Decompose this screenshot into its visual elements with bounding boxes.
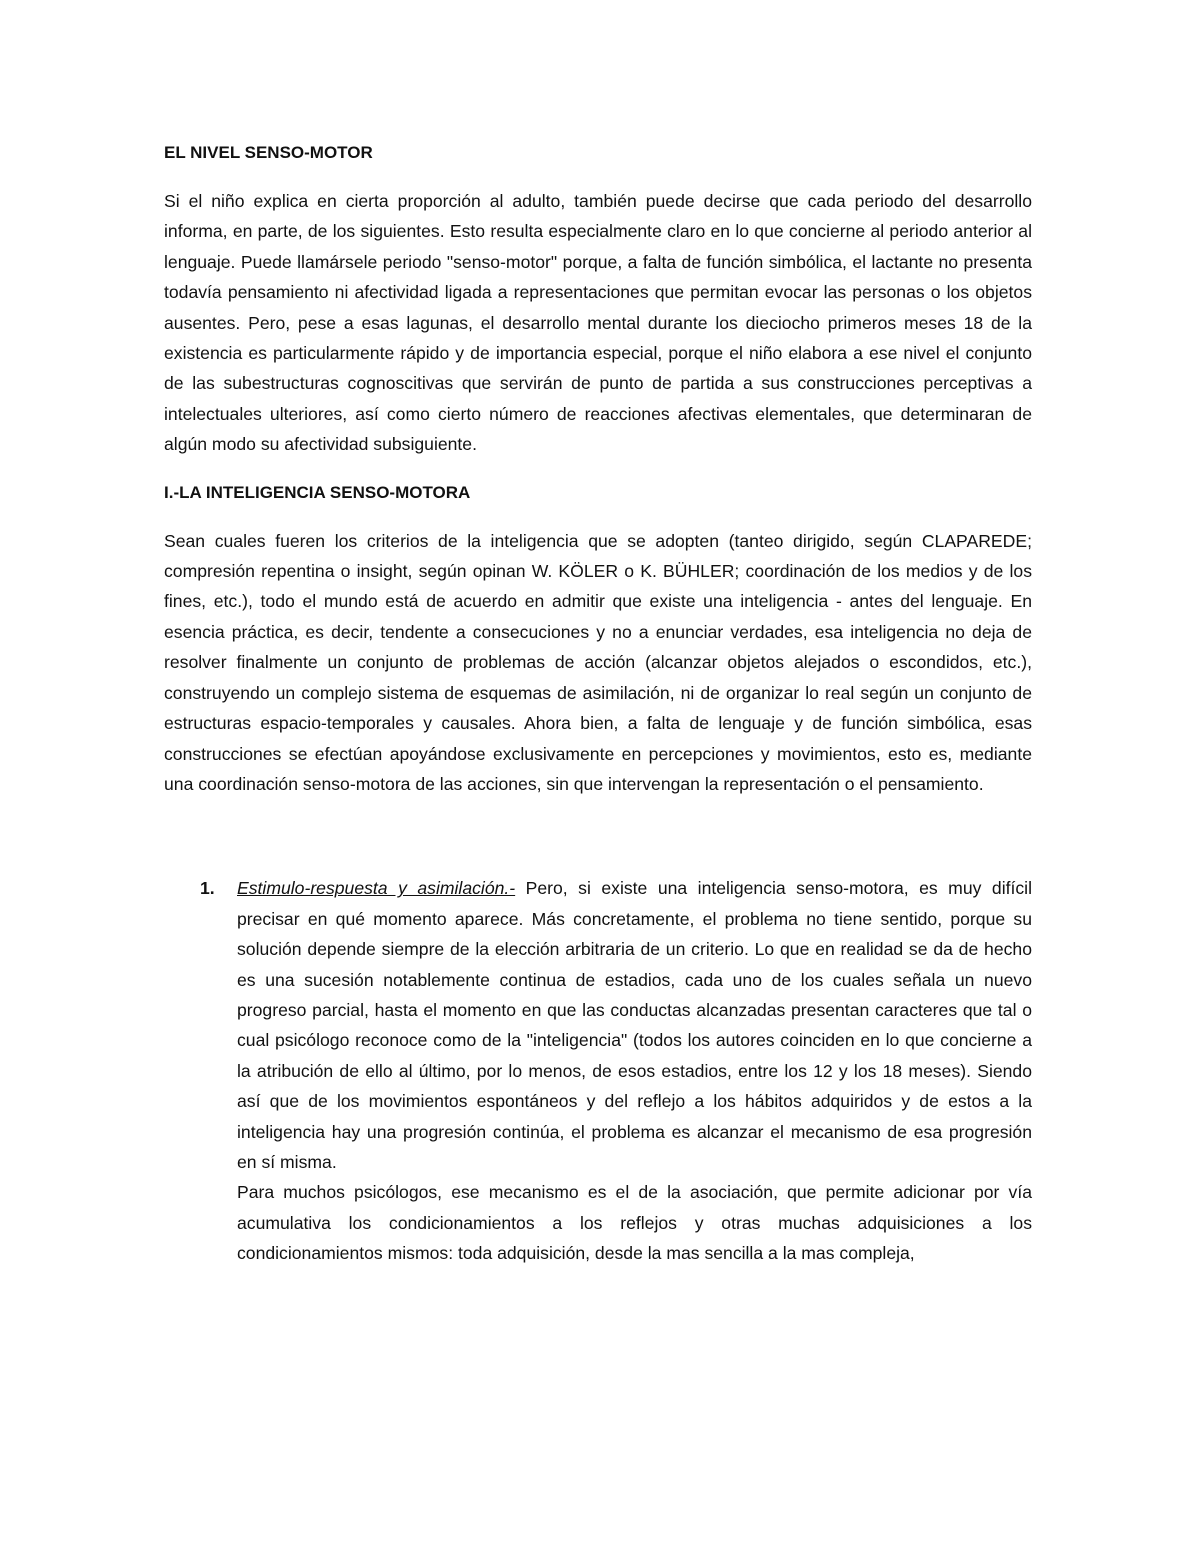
- list-item-text: Pero, si existe una inteligencia senso-motora, es muy difícil precisar en qué momento aparece. Más concretamente, el problema no tiene sentido, porque su solución depende siempre de la elección arbitraria de un criterio. Lo que en realidad se da de hecho es una sucesión notablemente continua de estadios, cada uno de los cuales señala un nuevo progreso parcial, hasta el momento en que las conductas alcanzadas presentan caracteres que tal o cual psicólogo reconoce como de la "inteligencia" (todos los autores coinciden en lo que concierne a la atribución de ello al último, por lo menos, de esos estadios, entre los 12 y los 18 meses). Siendo así que de los movimientos espontáneos y del reflejo a los hábitos adquiridos y de estos a la inteligencia hay una progresión continúa, el problema es alcanzar el mecanismo de esa progresión en sí misma.: [237, 878, 1032, 1172]
- list-item-number: 1.: [200, 878, 215, 899]
- list-item-title: Estimulo-respuesta y asimilación.-: [237, 878, 516, 899]
- section-heading-nivel-senso-motor: EL NIVEL SENSO-MOTOR: [164, 143, 373, 162]
- list-item-paragraph: [237, 873, 1032, 1177]
- inteligencia-paragraph: Sean cuales fueren los criterios de la inteligencia que se adopten (tanteo dirigido, según CLAPAREDE; compresión repentina o insight, según opinan W. KÖLER o K. BÜHLER; coordinación de los medios y de los fines, etc.), todo el mundo está de acuerdo en admitir que existe una inteligencia - antes del lenguaje. En esencia práctica, es decir, tendente a consecuciones y no a enunciar verdades, esa inteligencia no deja de resolver finalmente un conjunto de problemas de acción (alcanzar objetos alejados o escondidos, etc.), construyendo un complejo sistema de esquemas de asimilación, ni de organizar lo real según un conjunto de estructuras espacio-temporales y causales. Ahora bien, a falta de lenguaje y de función simbólica, esas construcciones se efectúan apoyándose exclusivamente en percepciones y movimientos, esto es, mediante una coordinación senso-motora de las acciones, sin que intervengan la representación o el pensamiento.: [164, 530, 1032, 794]
- list-item: [164, 873, 1032, 1268]
- list-item-paragraph-continued: Para muchos psicólogos, ese mecanismo es el de la asociación, que permite adicionar por vía acumulativa los condicionamientos a los reflejos y otras muchas adquisiciones a los condicionamientos mismos: toda adquisición, desde la mas sencilla a la mas compleja,: [237, 1182, 1032, 1264]
- intro-paragraph: Si el niño explica en cierta proporción al adulto, también puede decirse que cada periodo del desarrollo informa, en parte, de los siguientes. Esto resulta especialmente claro en lo que concierne al periodo anterior al lenguaje. Puede llamársele periodo "senso-motor" porque, a falta de función simbólica, el lactante no presenta todavía pensamiento ni afectividad ligada a representaciones que permitan evocar las personas o los objetos ausentes. Pero, pese a esas lagunas, el desarrollo mental durante los dieciocho primeros meses 18 de la existencia es particularmente rápido y de importancia especial, porque el niño elabora a ese nivel el conjunto de las subestructuras cognoscitivas que servirán de punto de partida a sus construcciones perceptivas a intelectuales ulteriores, así como cierto número de reacciones afectivas elementales, que determinaran de algún modo su afectividad subsiguiente.: [164, 191, 1032, 455]
- section-heading-inteligencia-senso-motora: I.-LA INTELIGENCIA SENSO-MOTORA: [164, 482, 471, 502]
- document-page: [164, 138, 1032, 1269]
- numbered-list: [164, 873, 1032, 1268]
